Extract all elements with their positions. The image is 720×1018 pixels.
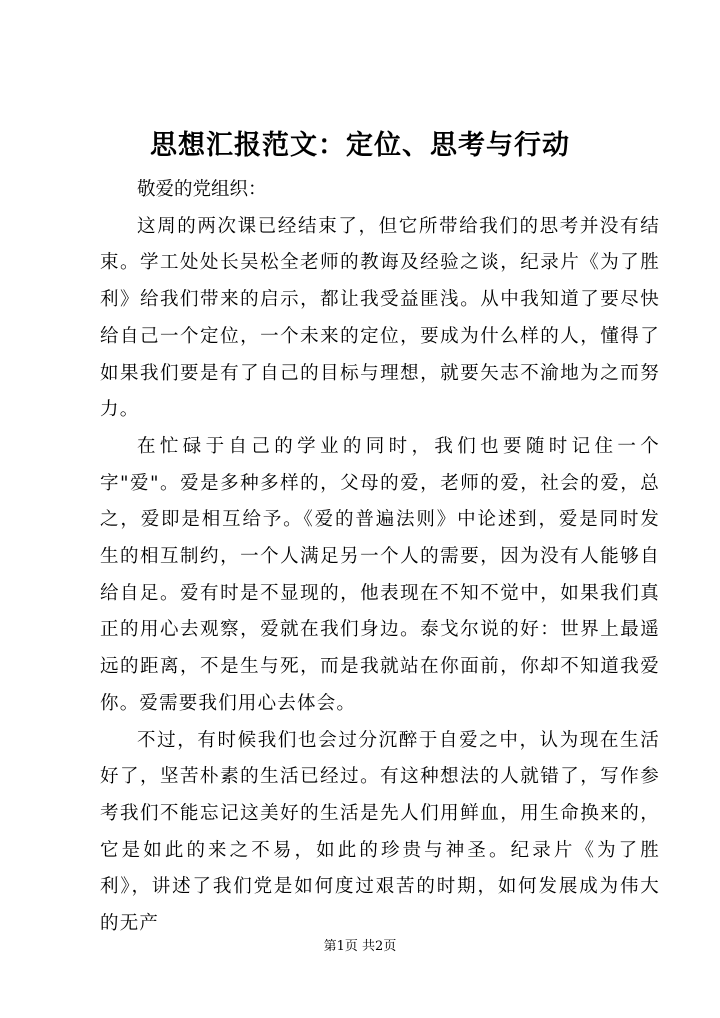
paragraph-2: 在忙碌于自己的学业的同时，我们也要随时记住一个字"爱"。爱是多种多样的，父母的爱，老师的爱，社会的爱，总之，爱即是相互给予。《爱的普遍法则》中论述到，爱是同时发生的相互制约，一个人满足另一个人的需要，因为没有人能够自给自足。爱有时是不显现的，他表现在不知不觉中，如果我们真正的用心去观察，爱就在我们身边。泰戈尔说的好：世界上最遥远的距离，不是生与死，而是我就站在你面前，你却不知道我爱你。爱需要我们用心去体会。 — [100, 435, 660, 714]
document-body — [100, 172, 660, 943]
paragraph-3: 不过，有时候我们也会过分沉醉于自爱之中，认为现在生活好了，坚苦朴素的生活已经过。有这种想法的人就错了，写作参考我们不能忘记这美好的生活是先人们用鲜血，用生命换来的，它是如此的来之不易，如此的珍贵与神圣。纪录片《为了胜利》，讲述了我们党是如何度过艰苦的时期，如何发展成为伟大的无产 — [100, 729, 660, 935]
paragraph-1: 这周的两次课已经结束了，但它所带给我们的思考并没有结束。学工处处长吴松全老师的教诲及经验之谈，纪录片《为了胜利》给我们带来的启示，都让我受益匪浅。从中我知道了要尽快给自己一个定位，一个未来的定位，要成为什么样的人，懂得了如果我们要是有了自己的目标与理想，就要矢志不渝地为之而努力。 — [100, 215, 660, 421]
greeting-line: 敬爱的党组织： — [137, 179, 267, 200]
document-title: 思想汇报范文：定位、思考与行动 — [150, 130, 570, 161]
page-number-footer: 第1页 共2页 — [323, 939, 397, 954]
